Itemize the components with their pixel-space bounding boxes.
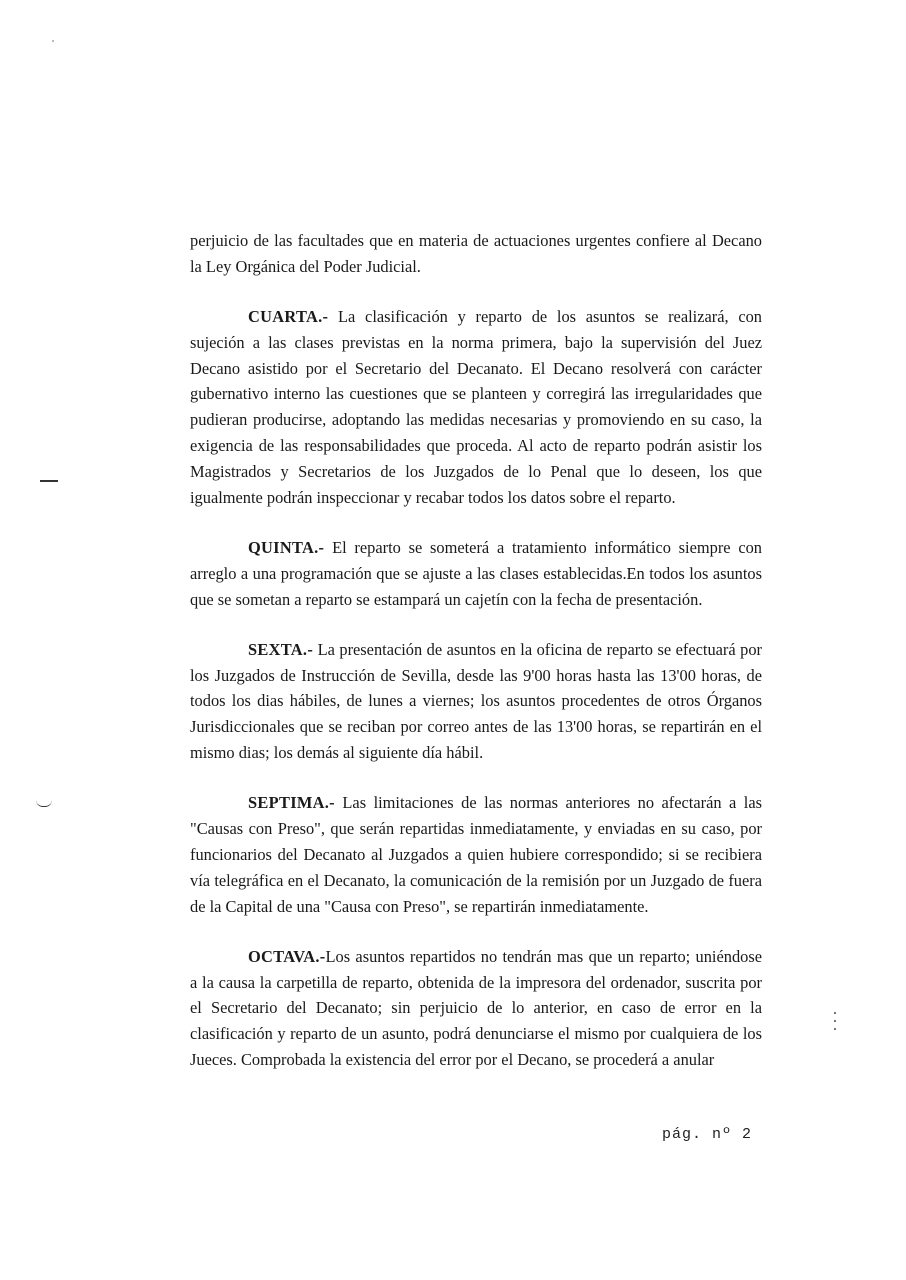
page-number: pág. nº 2 bbox=[662, 1126, 753, 1143]
scan-speck bbox=[834, 1020, 836, 1022]
scan-speck bbox=[834, 1028, 836, 1030]
section-octava bbox=[190, 944, 762, 1073]
section-text: El reparto se someterá a tratamiento informático siempre con arreglo a una programación que se ajuste a las clases establecidas.En todos los asuntos que se sometan a reparto se estampará un cajetín con la fecha de presentación. bbox=[190, 537, 762, 609]
continuation-paragraph: perjuicio de las facultades que en materia de actuaciones urgentes confiere al Decano la Ley Orgánica del Poder Judicial. bbox=[190, 231, 762, 276]
section-sexta bbox=[190, 637, 762, 766]
section-septima bbox=[190, 790, 762, 919]
margin-punch-mark bbox=[40, 480, 58, 482]
section-heading: SEXTA.- bbox=[248, 639, 314, 659]
section-heading: CUARTA.- bbox=[248, 307, 329, 327]
section-text: Las limitaciones de las normas anteriores no afectarán a las "Causas con Preso", que serán repartidas inmediatamente, y enviadas en su caso, por funcionarios del Decanato al Juzgados a quien hubiere correspondido; si se recibiera vía telegráfica en el Decanato, la comunicación de la remisión por un Juzgado de fuera de la Capital de una "Causa con Preso", se repartirán inmediatamente. bbox=[190, 793, 762, 916]
section-quinta bbox=[190, 535, 762, 612]
scan-speck bbox=[52, 40, 54, 42]
scan-speck bbox=[834, 1012, 836, 1014]
section-text: La presentación de asuntos en la oficina de reparto se efectuará por los Juzgados de Instrucción de Sevilla, desde las 9'00 horas hasta las 13'00 horas, de todos los dias hábiles, de lunes a viernes; los asuntos procedentes de otros Órganos Jurisdiccionales que se reciban por correo antes de las 13'00 horas, se repartirán en el mismo dias; los demás al siguiente día hábil. bbox=[190, 639, 762, 763]
document-body bbox=[190, 228, 762, 1073]
section-heading: SEPTIMA.- bbox=[248, 793, 335, 813]
section-cuarta bbox=[190, 304, 762, 510]
section-heading: QUINTA.- bbox=[248, 537, 325, 557]
margin-punch-mark bbox=[36, 800, 52, 807]
section-text: Los asuntos repartidos no tendrán mas que un reparto; uniéndose a la causa la carpetilla de reparto, obtenida de la impresora del ordenador, suscrita por el Secretario del Decanato; sin perjuicio de lo anterior, en caso de error en la clasificación y reparto de un asunto, podrá denunciarse el mismo por cualquiera de los Jueces. Comprobada la existencia del error por el Decano, se procederá a anular bbox=[190, 946, 762, 1070]
section-text: La clasificación y reparto de los asuntos se realizará, con sujeción a las clases previstas en la norma primera, bajo la supervisión del Juez Decano asistido por el Secretario del Decanato. El Decano resolverá con carácter gubernativo interno las cuestiones que se planteen y corregirá las irregularidades que pudieran producirse, adoptando las medidas necesarias y promoviendo en su caso, la exigencia de las responsabilidades que proceda. Al acto de reparto podrán asistir los Magistrados y Secretarios de los Juzgados de lo Penal que lo deseen, los que igualmente podrán inspeccionar y recabar todos los datos sobre el reparto. bbox=[190, 307, 762, 507]
section-heading: OCTAVA.- bbox=[248, 946, 326, 966]
